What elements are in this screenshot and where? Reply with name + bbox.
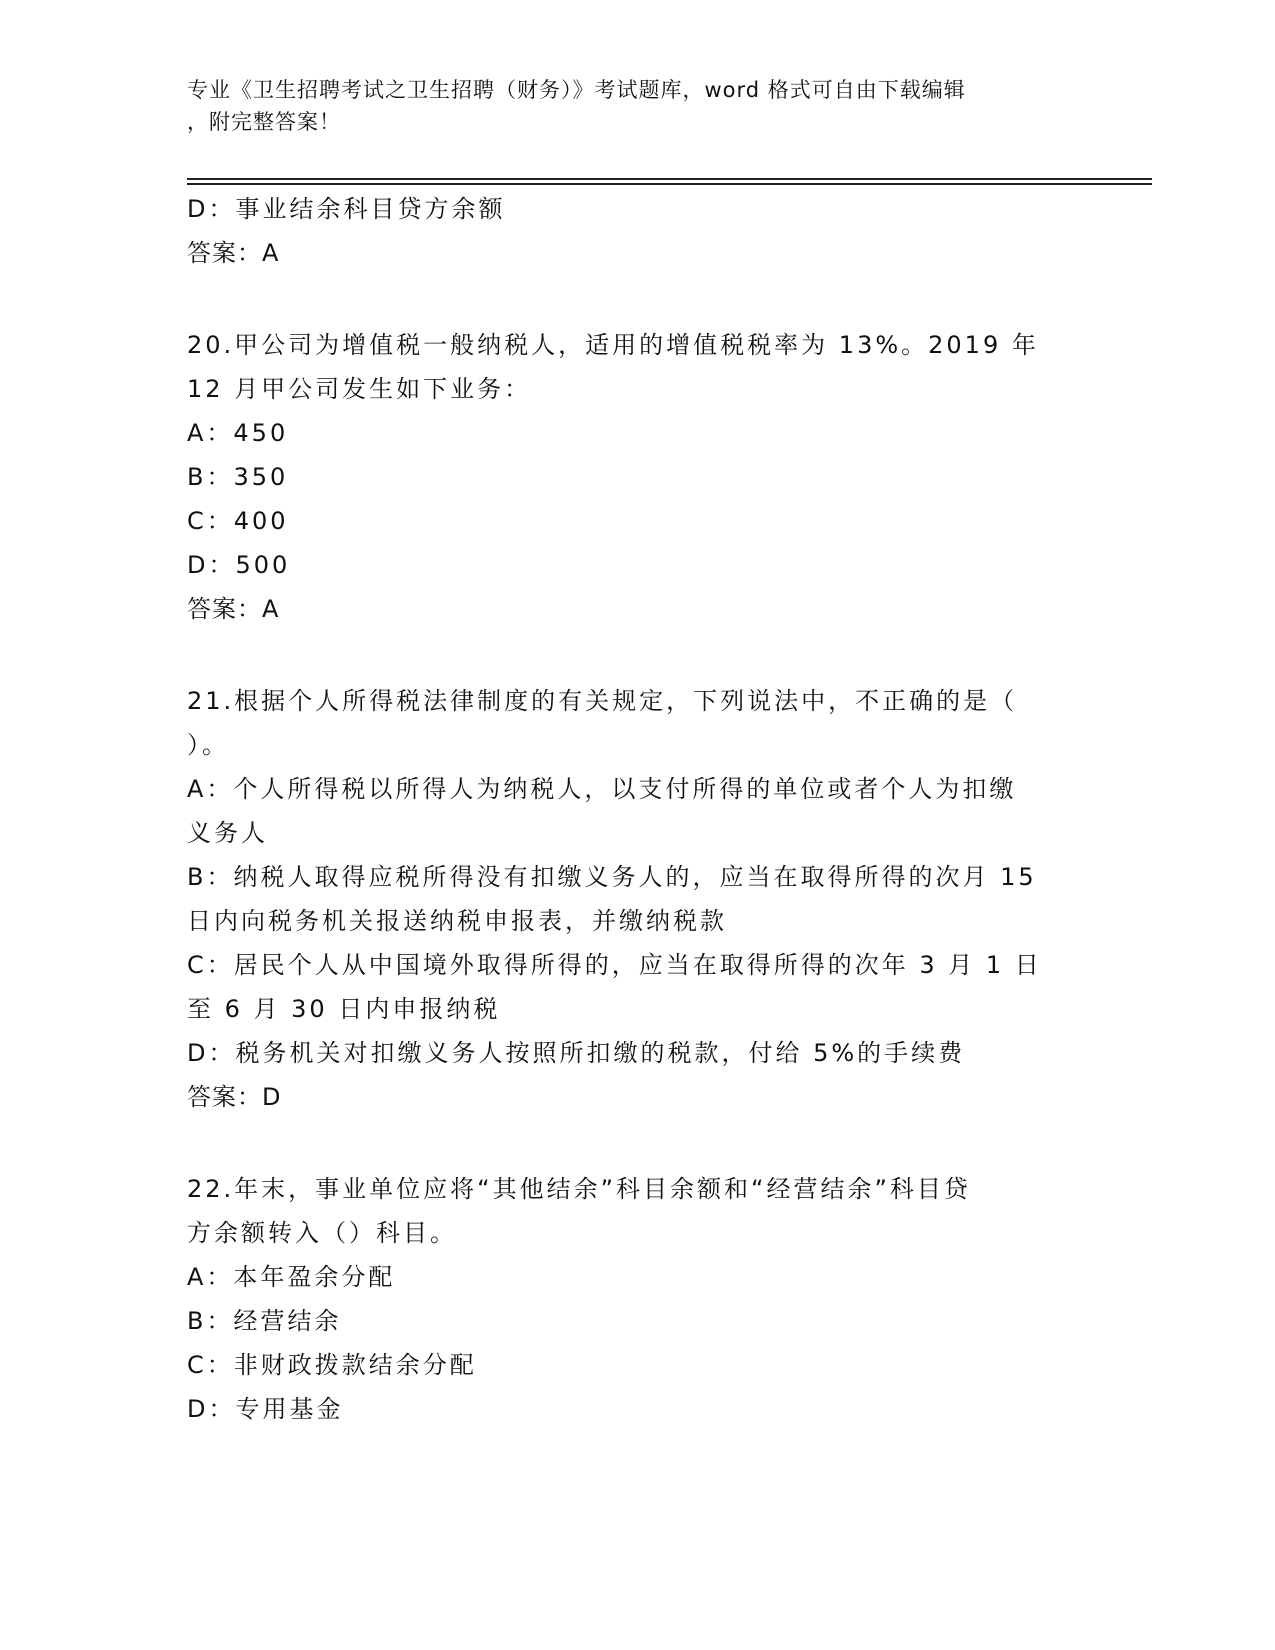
header-divider-top [187, 178, 1152, 180]
q21-option-b-line-2: 日内向税务机关报送纳税申报表，并缴纳税款 [187, 907, 727, 935]
q20-answer: 答案：A [187, 595, 280, 623]
q21-stem-line-1: 21.根据个人所得税法律制度的有关规定，下列说法中，不正确的是（ [187, 687, 1018, 715]
q20-option-c: C：400 [187, 507, 289, 535]
q22-option-c: C：非财政拨款结余分配 [187, 1351, 477, 1379]
header-line-2: ，附完整答案！ [187, 110, 341, 134]
q21-option-d: D：税务机关对扣缴义务人按照所扣缴的税款，付给 5%的手续费 [187, 1039, 966, 1067]
q22-option-b: B：经营结余 [187, 1307, 342, 1335]
prev-answer: 答案：A [187, 239, 280, 267]
q20-option-a: A：450 [187, 419, 289, 447]
q20-stem-line-2: 12 月甲公司发生如下业务： [187, 375, 532, 403]
prev-option-d: D：事业结余科目贷方余额 [187, 195, 506, 223]
document-header [187, 74, 1087, 138]
q21-option-c-line-2: 至 6 月 30 日内申报纳税 [187, 995, 501, 1023]
q22-option-a: A：本年盈余分配 [187, 1263, 396, 1291]
q21-option-b-line-1: B：纳税人取得应税所得没有扣缴义务人的，应当在取得所得的次月 15 [187, 863, 1037, 891]
header-line-1: 专业《卫生招聘考试之卫生招聘（财务）》考试题库，word 格式可自由下载编辑 [187, 78, 966, 102]
q21-option-c-line-1: C：居民个人从中国境外取得所得的，应当在取得所得的次年 3 月 1 日 [187, 951, 1042, 979]
header-divider-bottom [187, 183, 1152, 185]
q20-option-b: B：350 [187, 463, 289, 491]
q21-option-a-line-1: A：个人所得税以所得人为纳税人，以支付所得的单位或者个人为扣缴 [187, 775, 1017, 803]
q21-stem-line-2: ）。 [187, 731, 229, 759]
q21-answer: 答案：D [187, 1083, 282, 1111]
q22-stem-line-2: 方余额转入（）科目。 [187, 1219, 457, 1247]
q20-stem-line-1: 20.甲公司为增值税一般纳税人，适用的增值税税率为 13%。2019 年 [187, 331, 1039, 359]
q20-option-d: D：500 [187, 551, 291, 579]
q22-stem-line-1: 22.年末，事业单位应将“其他结余”科目余额和“经营结余”科目贷 [187, 1175, 971, 1203]
q21-option-a-line-2: 义务人 [187, 819, 268, 847]
q22-option-d: D：专用基金 [187, 1395, 344, 1423]
